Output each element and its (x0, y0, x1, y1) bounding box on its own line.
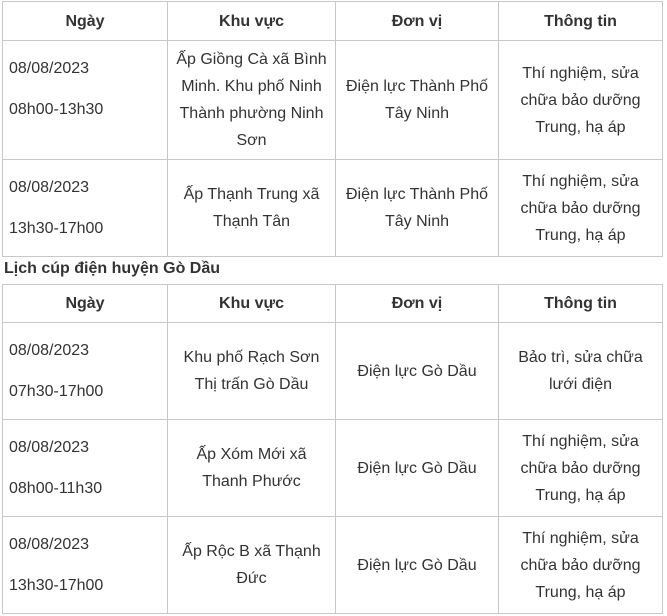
info-cell: Thí nghiệm, sửa chữa bảo dưỡng Trung, hạ áp (499, 517, 663, 614)
unit-cell: Điện lực Gò Dầu (336, 517, 499, 614)
date-text: 08/08/2023 (9, 60, 90, 77)
date-cell (3, 517, 168, 614)
area-cell: Ấp Rộc B xã Thạnh Đức (168, 517, 336, 614)
unit-cell: Điện lực Gò Dầu (336, 323, 499, 420)
header-info: Thông tin (499, 2, 663, 41)
area-cell: Ấp Giồng Cà xã Bình Minh. Khu phố Ninh Thành phường Ninh Sơn (168, 41, 336, 160)
info-cell: Bảo trì, sửa chữa lưới điện (499, 323, 663, 420)
unit-cell: Điện lực Thành Phố Tây Ninh (336, 160, 499, 257)
date-cell (3, 41, 168, 160)
outage-table-go-dau (2, 284, 663, 614)
date-cell (3, 420, 168, 517)
header-date: Ngày (3, 285, 168, 323)
date-text: 08/08/2023 (9, 342, 90, 359)
header-area: Khu vực (168, 285, 336, 323)
table-row (3, 160, 663, 257)
info-cell: Thí nghiệm, sửa chữa bảo dưỡng Trung, hạ áp (499, 41, 663, 160)
header-unit: Đơn vị (336, 2, 499, 41)
table-row (3, 41, 663, 160)
unit-cell: Điện lực Thành Phố Tây Ninh (336, 41, 499, 160)
section-caption-go-dau: Lịch cúp điện huyện Gò Dầu (4, 260, 221, 277)
time-text: 08h00-11h30 (9, 480, 103, 497)
table-row (3, 420, 663, 517)
date-cell (3, 323, 168, 420)
time-text: 07h30-17h00 (9, 383, 104, 400)
date-cell (3, 160, 168, 257)
table-header-row (3, 285, 663, 323)
time-text: 13h30-17h00 (9, 220, 104, 237)
date-text: 08/08/2023 (9, 179, 90, 196)
table-header-row (3, 2, 663, 41)
header-unit: Đơn vị (336, 285, 499, 323)
table-row (3, 517, 663, 614)
header-area: Khu vực (168, 2, 336, 41)
header-date: Ngày (3, 2, 168, 41)
table-row (3, 323, 663, 420)
time-text: 13h30-17h00 (9, 577, 104, 594)
area-cell: Ấp Xóm Mới xã Thanh Phước (168, 420, 336, 517)
date-text: 08/08/2023 (9, 536, 90, 553)
header-info: Thông tin (499, 285, 663, 323)
outage-table-tay-ninh-city (2, 1, 663, 257)
date-text: 08/08/2023 (9, 439, 90, 456)
info-cell: Thí nghiệm, sửa chữa bảo dưỡng Trung, hạ áp (499, 160, 663, 257)
unit-cell: Điện lực Gò Dầu (336, 420, 499, 517)
time-text: 08h00-13h30 (9, 101, 104, 118)
area-cell: Ấp Thạnh Trung xã Thạnh Tân (168, 160, 336, 257)
info-cell: Thí nghiệm, sửa chữa bảo dưỡng Trung, hạ áp (499, 420, 663, 517)
area-cell: Khu phố Rạch Sơn Thị trấn Gò Dầu (168, 323, 336, 420)
